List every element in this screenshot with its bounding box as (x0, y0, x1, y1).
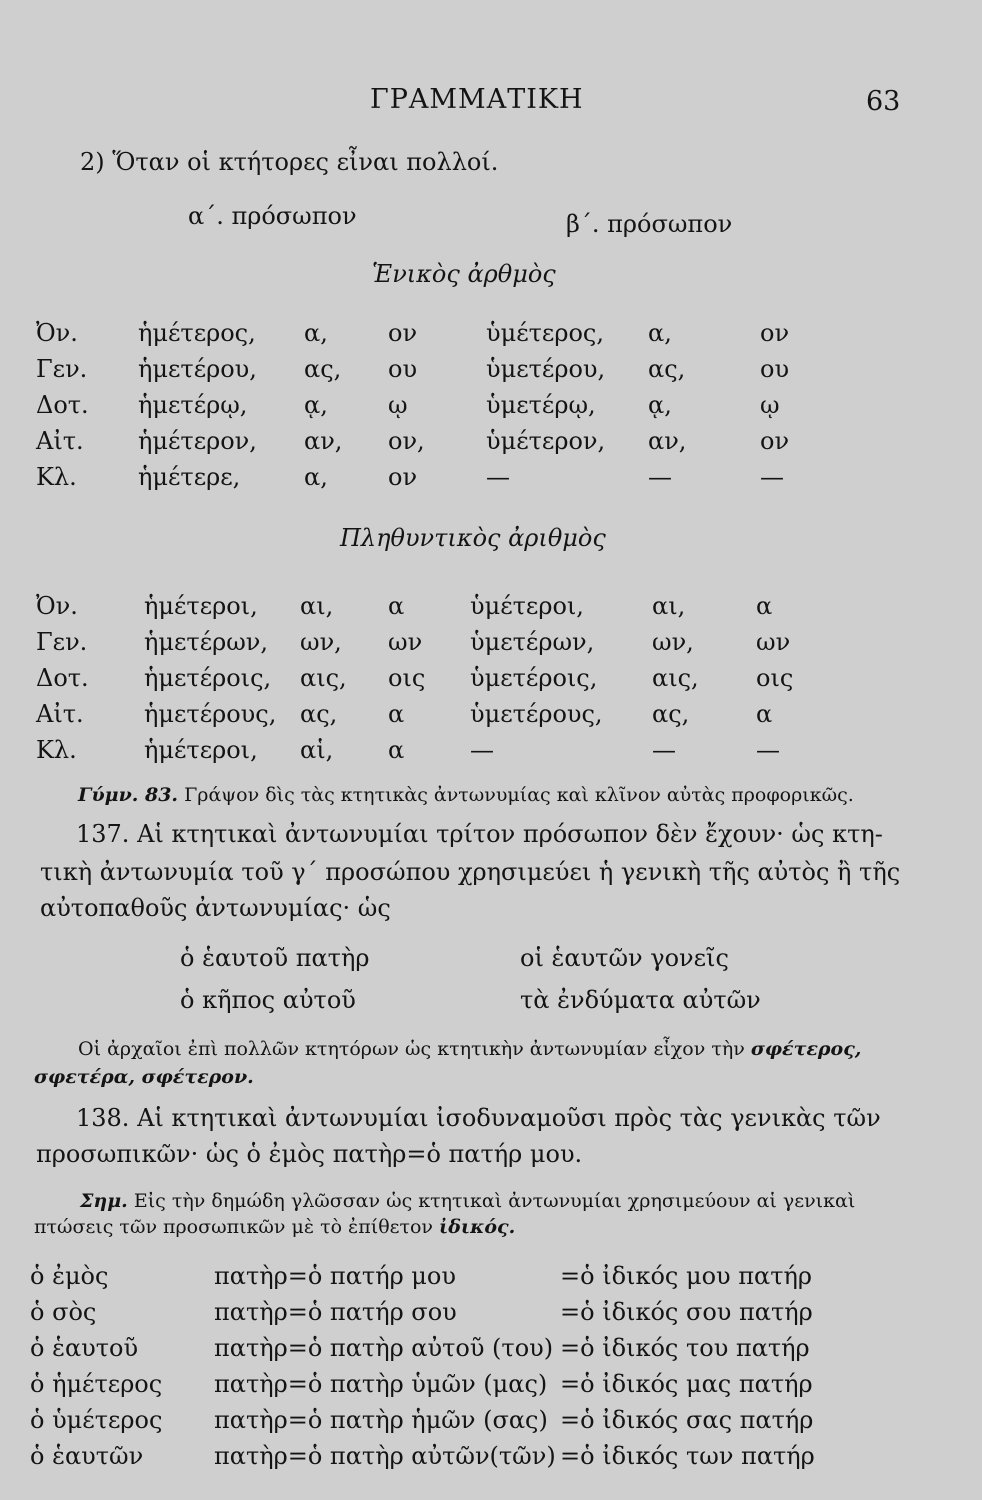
second-person-ending: ᾳ, (648, 391, 672, 419)
case-label: Ὀν. (36, 592, 78, 620)
table-row (36, 696, 816, 732)
exercise-line (78, 784, 854, 806)
first-person-ending: ον (388, 463, 418, 491)
first-person-form: ἡμετέρου, (138, 355, 257, 383)
genitive-equivalent: πατὴρ=ὁ πατήρ σου (214, 1298, 457, 1326)
case-label: Κλ. (36, 463, 77, 491)
demotic-equivalent: =ὁ ἰδικός μας πατήρ (560, 1370, 813, 1398)
paragraph-137-line-3: αὐτοπαθοῦς ἀντωνυμίας· ὡς (40, 894, 391, 922)
first-person-form: ἡμέτερον, (138, 427, 257, 455)
demotic-equivalent: =ὁ ἰδικός μου πατήρ (560, 1262, 812, 1290)
first-person-ending: α (388, 736, 405, 764)
second-person-ending: — (756, 736, 780, 764)
first-person-ending: ᾳ, (304, 391, 328, 419)
example-1-right: οἱ ἑαυτῶν γονεῖς (520, 944, 729, 972)
second-person-ending: ῳ (760, 391, 780, 419)
example-1-left: ὁ ἑαυτοῦ πατὴρ (180, 944, 370, 972)
second-person-form: ὑμέτερος, (486, 319, 604, 347)
case-label: Δοτ. (36, 391, 89, 419)
possessive-pronoun: ὁ ἑαυτοῦ (30, 1334, 139, 1362)
case-label: Ὀν. (36, 319, 78, 347)
first-person-ending: αι, (300, 592, 334, 620)
table-row (30, 1294, 860, 1330)
genitive-equivalent: πατὴρ=ὁ πατήρ μου (214, 1262, 456, 1290)
possessive-pronoun: ὁ ἐμὸς (30, 1262, 109, 1290)
second-person-ending: — (760, 463, 784, 491)
singular-table (36, 315, 820, 495)
case-label: Γεν. (36, 355, 88, 383)
second-person-ending: αις, (652, 664, 699, 692)
first-person-header: α΄. πρόσωπον (188, 202, 357, 230)
second-person-form: ὑμετέροις, (470, 664, 598, 692)
case-label: Δοτ. (36, 664, 89, 692)
first-person-ending: αις, (300, 664, 347, 692)
modern-note-text: πτώσεις τῶν προσωπικῶν μὲ τὸ ἐπίθετον (34, 1216, 433, 1238)
second-person-header: β΄. πρόσωπον (566, 210, 733, 238)
first-person-ending: α (388, 700, 405, 728)
modern-note-label: Σημ. (80, 1190, 128, 1212)
first-person-form: ἡμέτεροι, (144, 736, 258, 764)
paragraph-138-line-2: προσωπικῶν· ὡς ὁ ἐμὸς πατὴρ=ὁ πατήρ μου. (36, 1140, 583, 1168)
exercise-label: Γύμν. 83. (78, 784, 179, 806)
case-label: Γεν. (36, 628, 88, 656)
table-row (36, 423, 820, 459)
table-row (36, 315, 820, 351)
plural-heading: Πληθυντικὸς ἀριθμὸς (340, 524, 606, 552)
second-person-ending: ας, (648, 355, 686, 383)
first-person-form: ἡμετέροις, (144, 664, 272, 692)
second-person-ending: οις (756, 664, 794, 692)
singular-heading: Ἑνικὸς ἀρθμὸς (372, 260, 556, 288)
paragraph-137-line-2: τικὴ ἀντωνυμία τοῦ γ΄ προσώπου χρησιμεύει ἡ γενικὴ τῆς αὐτὸς ἢ τῆς (40, 858, 901, 886)
table-row (30, 1258, 860, 1294)
genitive-equivalent: πατὴρ=ὁ πατὴρ αὐτῶν(τῶν) (214, 1442, 556, 1470)
demotic-equivalent: =ὁ ἰδικός σας πατήρ (560, 1406, 814, 1434)
paragraph-138-line-1: 138. Αἱ κτητικαὶ ἀντωνυμίαι ἰσοδυναμοῦσι πρὸς τὰς γενικὰς τῶν (76, 1104, 881, 1132)
modern-note-text: Εἰς τὴν δημώδη γλῶσσαν ὡς κτητικαὶ ἀντωνυμίαι χρησιμεύουν αἱ γενικαὶ (133, 1190, 856, 1212)
second-person-form: ὑμέτεροι, (470, 592, 584, 620)
second-person-form: ὑμετέρου, (486, 355, 606, 383)
second-person-ending: αι, (652, 592, 686, 620)
second-person-ending: — (652, 736, 676, 764)
demotic-equivalent: =ὁ ἰδικός σου πατήρ (560, 1298, 813, 1326)
running-header-title: ΓΡΑΜΜΑΤΙΚΗ (370, 84, 584, 115)
plural-table (36, 588, 816, 768)
first-person-form: ἡμέτερε, (138, 463, 241, 491)
first-person-ending: ας, (304, 355, 342, 383)
genitive-equivalent: πατὴρ=ὁ πατὴρ ἡμῶν (σας) (214, 1406, 548, 1434)
modern-note-line-1 (80, 1190, 855, 1212)
section-intro: 2) Ὅταν οἱ κτήτορες εἶναι πολλοί. (80, 148, 499, 176)
second-person-form: ὑμετέρῳ, (486, 391, 596, 419)
first-person-form: ἡμετέρων, (144, 628, 269, 656)
first-person-ending: ου (388, 355, 418, 383)
possessive-pronoun: ὁ σὸς (30, 1298, 97, 1326)
example-2-right: τὰ ἐνδύματα αὐτῶν (520, 986, 761, 1014)
second-person-ending: α (756, 592, 773, 620)
first-person-ending: α, (304, 319, 328, 347)
ancient-note-term: σφέτερος, (750, 1038, 862, 1060)
second-person-form: — (470, 736, 494, 764)
table-row (36, 732, 816, 768)
table-row (30, 1438, 860, 1474)
first-person-form: ἡμέτεροι, (144, 592, 258, 620)
second-person-ending: α, (648, 319, 672, 347)
second-person-ending: ον (760, 427, 790, 455)
case-label: Αἰτ. (36, 427, 84, 455)
first-person-ending: ων, (300, 628, 342, 656)
first-person-ending: ον (388, 319, 418, 347)
ancient-note-line-1 (78, 1038, 861, 1060)
first-person-ending: αν, (304, 427, 343, 455)
first-person-ending: ῳ (388, 391, 408, 419)
genitive-equivalent: πατὴρ=ὁ πατὴρ αὐτοῦ (του) (214, 1334, 554, 1362)
first-person-form: ἡμετέρῳ, (138, 391, 248, 419)
exercise-text: Γράψον δὶς τὰς κτητικὰς ἀντωνυμίας καὶ κλῖνον αὐτὰς προφορικῶς. (184, 784, 854, 806)
first-person-ending: ας, (300, 700, 338, 728)
table-row (36, 588, 816, 624)
second-person-ending: ας, (652, 700, 690, 728)
possessive-pronoun: ὁ ἑαυτῶν (30, 1442, 144, 1470)
second-person-ending: αν, (648, 427, 687, 455)
second-person-form: — (486, 463, 510, 491)
genitive-equivalent: πατὴρ=ὁ πατὴρ ὑμῶν (μας) (214, 1370, 548, 1398)
modern-note-line-2 (34, 1216, 515, 1238)
ancient-note-line-2: σφετέρα, σφέτερον. (34, 1066, 254, 1088)
second-person-ending: ου (760, 355, 790, 383)
table-row (30, 1330, 860, 1366)
paragraph-137-line-1: 137. Αἱ κτητικαὶ ἀντωνυμίαι τρίτον πρόσωπον δὲν ἔχουν· ὡς κτη- (76, 820, 883, 848)
case-label: Κλ. (36, 736, 77, 764)
ancient-note-text: Οἱ ἀρχαῖοι ἐπὶ πολλῶν κτητόρων ὡς κτητικὴν ἀντωνυμίαν εἶχον τὴν (78, 1038, 745, 1060)
first-person-ending: οις (388, 664, 426, 692)
second-person-form: ὑμετέρων, (470, 628, 595, 656)
table-row (30, 1402, 860, 1438)
second-person-ending: ον (760, 319, 790, 347)
first-person-ending: α (388, 592, 405, 620)
table-row (36, 459, 820, 495)
demotic-equivalent: =ὁ ἰδικός του πατήρ (560, 1334, 810, 1362)
first-person-form: ἡμετέρους, (144, 700, 277, 728)
possessive-pronoun: ὁ ὑμέτερος (30, 1406, 163, 1434)
table-row (36, 387, 820, 423)
page-number: 63 (866, 86, 901, 117)
table-row (36, 660, 816, 696)
second-person-form: ὑμέτερον, (486, 427, 606, 455)
second-person-ending: α (756, 700, 773, 728)
table-row (30, 1366, 860, 1402)
equivalence-table (30, 1258, 860, 1474)
table-row (36, 624, 816, 660)
possessive-pronoun: ὁ ἡμέτερος (30, 1370, 163, 1398)
first-person-ending: αἱ, (300, 736, 334, 764)
table-row (36, 351, 820, 387)
first-person-ending: α, (304, 463, 328, 491)
demotic-equivalent: =ὁ ἰδικός των πατήρ (560, 1442, 815, 1470)
first-person-ending: ον, (388, 427, 425, 455)
modern-note-term: ἰδικός. (439, 1216, 516, 1238)
example-2-left: ὁ κῆπος αὐτοῦ (180, 986, 356, 1014)
second-person-ending: ων (756, 628, 791, 656)
second-person-form: ὑμετέρους, (470, 700, 603, 728)
second-person-ending: ων, (652, 628, 694, 656)
case-label: Αἰτ. (36, 700, 84, 728)
second-person-ending: — (648, 463, 672, 491)
first-person-ending: ων (388, 628, 423, 656)
first-person-form: ἡμέτερος, (138, 319, 256, 347)
